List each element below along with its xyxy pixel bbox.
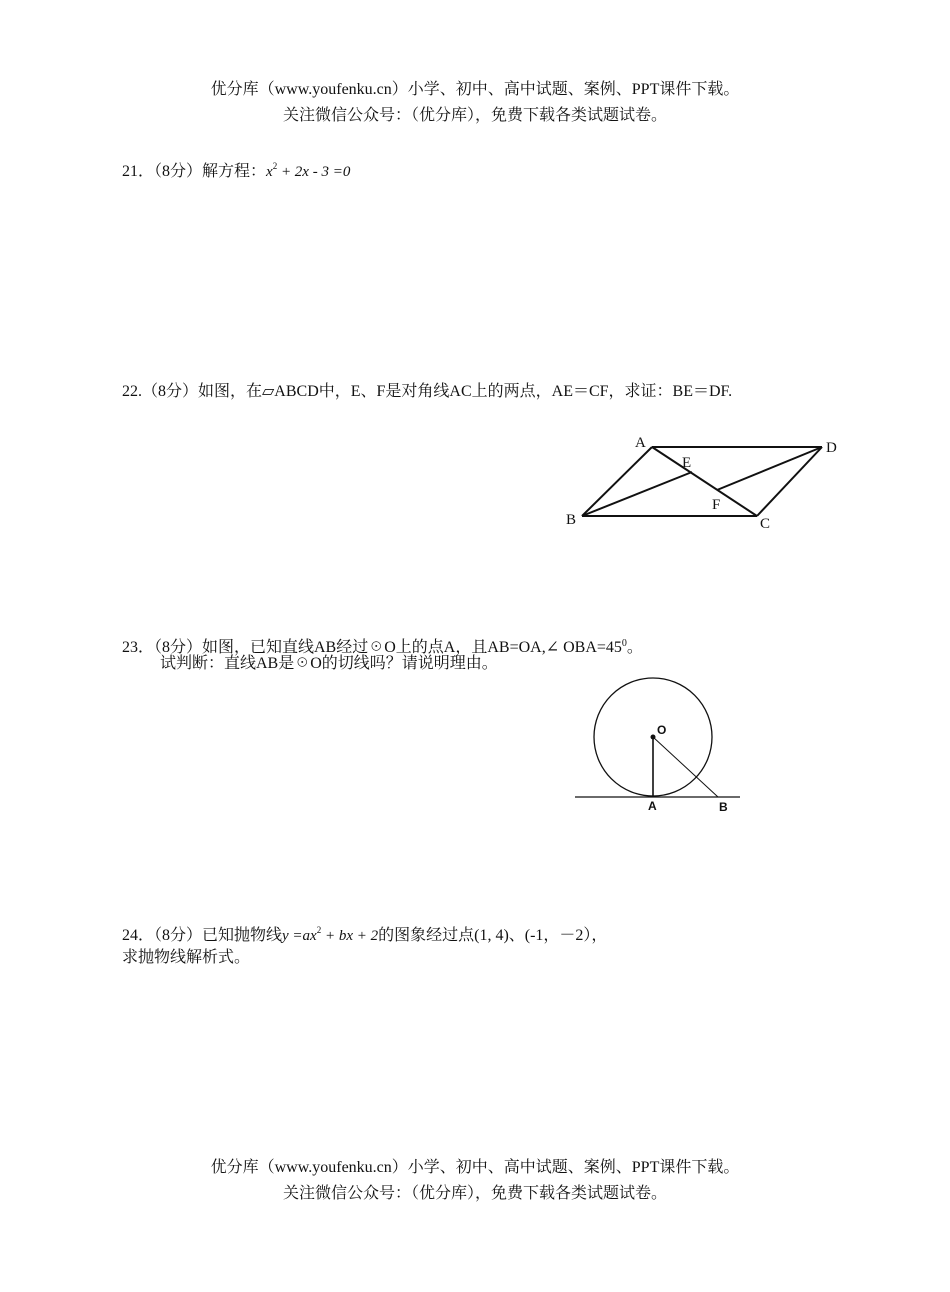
question-21-exponent: 2 (272, 161, 278, 171)
question-23-text: 23．（8分）如图，已知直线AB经过☉O上的点A，且AB=OA,∠ OBA=45 (122, 639, 622, 656)
question-24-line-1 (122, 926, 607, 947)
question-21 (122, 162, 350, 183)
header-line-1: 优分库（www.youfenku.cn）小学、初中、高中试题、案例、PPT课件下载。 (210, 81, 740, 98)
footer-line-2: 关注微信公众号：（优分库），免费下载各类试题试卷。 (282, 1185, 667, 1202)
footer-line-1: 优分库（www.youfenku.cn）小学、初中、高中试题、案例、PPT课件下载。 (210, 1159, 740, 1176)
label-c: C (760, 516, 771, 532)
circle-tangent-figure (570, 670, 750, 820)
center-point (651, 735, 656, 740)
question-21-var: x (266, 164, 273, 180)
header-line-2: 关注微信公众号：（优分库），免费下载各类试题试卷。 (282, 107, 667, 124)
label-o: O (657, 723, 667, 737)
question-24-eq-a: y =ax (282, 928, 317, 944)
label-b: B (719, 800, 728, 814)
question-24-suffix: 的图象经过点(1, 4)、(-1，－2）， (378, 927, 608, 944)
question-23-line-2: 试判断：直线AB是☉O的切线吗？请说明理由。 (160, 655, 498, 672)
label-e: E (682, 455, 692, 471)
label-f: F (712, 497, 721, 513)
question-23-end: 。 (626, 639, 643, 656)
question-24-prefix: 24．（8分）已知抛物线 (122, 927, 283, 944)
question-22: 22.（8分）如图，在▱ABCD中，E、F是对角线AC上的两点，AE＝CF，求证：BE＝DF. (122, 383, 733, 400)
segment-ob (653, 737, 718, 797)
edge-ab (582, 447, 652, 516)
label-b: B (566, 512, 577, 528)
parallelogram-figure (560, 430, 850, 535)
question-24-eq-b: + bx + 2 (321, 928, 379, 944)
label-a: A (648, 799, 657, 813)
segment-df (717, 447, 822, 490)
degree-superscript: 0 (621, 638, 627, 649)
question-24-exponent: 2 (316, 925, 322, 935)
label-d: D (826, 440, 837, 456)
question-21-equation-rest: + 2x - 3 =0 (277, 164, 351, 180)
label-a: A (635, 435, 646, 451)
segment-be (582, 472, 692, 516)
edge-dc (757, 447, 822, 516)
question-21-prefix: 21．（8分）解方程： (122, 163, 267, 180)
question-24-line-2: 求抛物线解析式。 (122, 949, 251, 966)
